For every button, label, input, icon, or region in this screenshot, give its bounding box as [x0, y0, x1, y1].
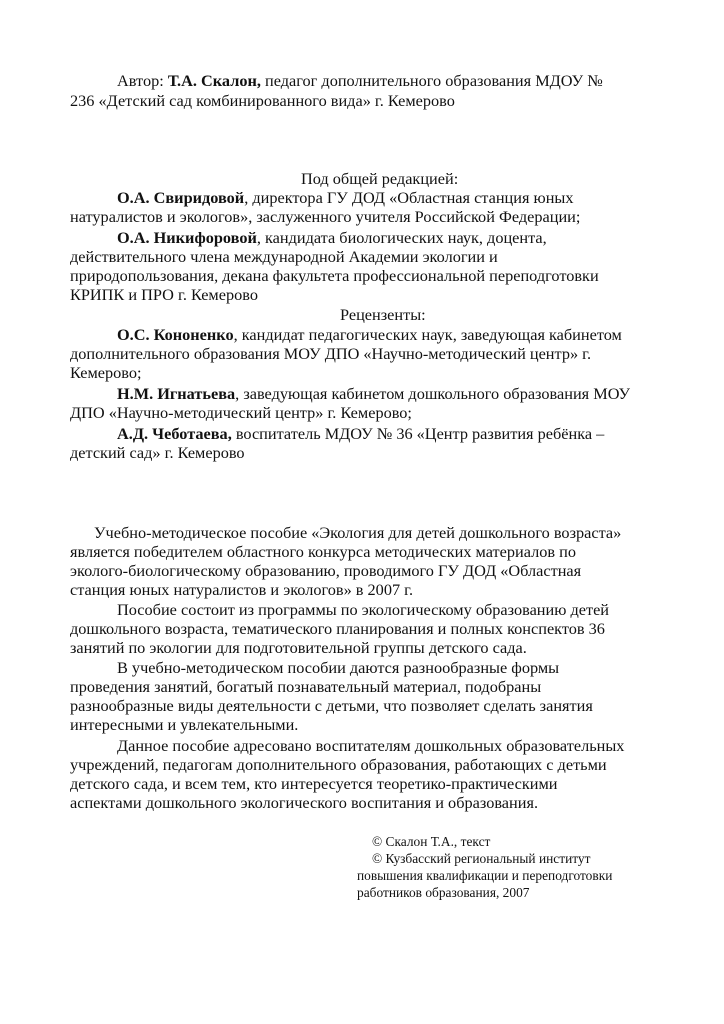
abstract-p4-line-3: детского сада, и всем тем, кто интересуется теоретико-практическими	[70, 774, 558, 793]
author-role: педагог дополнительного образования МДОУ №	[265, 71, 603, 90]
reviewer-2-text: , заведующая кабинетом дошкольного образования МОУ	[235, 384, 631, 403]
author-name: Т.А. Скалон,	[167, 71, 261, 90]
abstract-p1-line-1: Учебно-методическое пособие «Экология для детей дошкольного возраста»	[94, 523, 622, 542]
editor-1-name: О.А. Свиридовой	[117, 188, 245, 207]
reviewer-2-name: Н.М. Игнатьева	[117, 384, 236, 403]
copyright-line-3: повышения квалификации и переподготовки	[357, 868, 613, 883]
editor-2-name: О.А. Никифоровой	[117, 228, 257, 247]
author-line-1	[117, 71, 603, 90]
reviewer-1-line-2: дополнительного образования МОУ ДПО «Научно-методический центр» г.	[70, 344, 592, 363]
abstract-p4-line-4: аспектами дошкольного экологического воспитания и образования.	[70, 793, 539, 812]
editorial-heading: Под общей редакцией:	[301, 169, 459, 188]
abstract-p4-line-2: учреждений, педагогам дополнительного образования, работающих с детьми	[70, 755, 607, 774]
abstract-p2-line-2: дошкольного возраста, тематического планирования и полных конспектов 36	[70, 619, 605, 638]
reviewer-1-text: , кандидат педагогических наук, заведующая кабинетом	[233, 325, 622, 344]
copyright-line-1: © Скалон Т.А., текст	[372, 834, 491, 849]
reviewer-3-line-1	[117, 424, 604, 443]
copyright-line-2: © Кузбасский региональный институт	[372, 851, 591, 866]
abstract-p4-line-1: Данное пособие адресовано воспитателям дошкольных образовательных	[117, 736, 625, 755]
reviewer-3-name: А.Д. Чеботаева,	[117, 424, 232, 443]
reviewer-1-line-1	[117, 325, 622, 344]
reviewer-3-line-2: детский сад» г. Кемерово	[70, 443, 245, 462]
reviewer-1-name: О.С. Кононенко	[117, 325, 234, 344]
editor-2-text: , кандидата биологических наук, доцента,	[256, 228, 547, 247]
editor-2-line-3: природопользования, декана факультета профессиональной переподготовки	[70, 266, 599, 285]
abstract-p1-line-4: станция юных натуралистов и экологов» в 2007 г.	[70, 580, 414, 599]
reviewers-heading: Рецензенты:	[340, 305, 426, 324]
editor-2-line-1	[117, 228, 547, 247]
editor-1-text: , директора ГУ ДОД «Областная станция юных	[244, 188, 574, 207]
reviewer-2-line-2: ДПО «Научно-методический центр» г. Кемерово;	[70, 403, 412, 422]
author-label: Автор:	[117, 71, 164, 90]
reviewer-3-text: воспитатель МДОУ № 36 «Центр развития ребёнка –	[231, 424, 605, 443]
abstract-p2-line-1: Пособие состоит из программы по экологическому образованию детей	[117, 600, 610, 619]
editor-1-line-2: натуралистов и экологов», заслуженного учителя Российской Федерации;	[70, 207, 581, 226]
author-line-2: 236 «Детский сад комбинированного вида» г. Кемерово	[70, 91, 455, 110]
editor-1-line-1	[117, 188, 574, 207]
abstract-p3-line-1: В учебно-методическом пособии даются разнообразные формы	[117, 658, 560, 677]
reviewer-2-line-1	[117, 384, 630, 403]
abstract-p2-line-3: занятий по экологии для подготовительной группы детского сада.	[70, 638, 527, 657]
abstract-p1-line-2: является победителем областного конкурса методических материалов по	[70, 542, 576, 561]
editor-2-line-4: КРИПК и ПРО г. Кемерово	[70, 285, 258, 304]
editor-2-line-2: действительного члена международной Академии экологии и	[70, 247, 498, 266]
copyright-line-4: работников образования, 2007	[357, 885, 530, 900]
abstract-p3-line-2: проведения занятий, богатый познавательный материал, подобраны	[70, 677, 542, 696]
abstract-p3-line-4: интересными и увлекательными.	[70, 715, 299, 734]
abstract-p1-line-3: эколого-биологическому образованию, проводимого ГУ ДОД «Областная	[70, 561, 582, 580]
reviewer-1-line-3: Кемерово;	[70, 363, 142, 382]
abstract-p3-line-3: разнообразные виды деятельности с детьми, что позволяет сделать занятия	[70, 696, 593, 715]
